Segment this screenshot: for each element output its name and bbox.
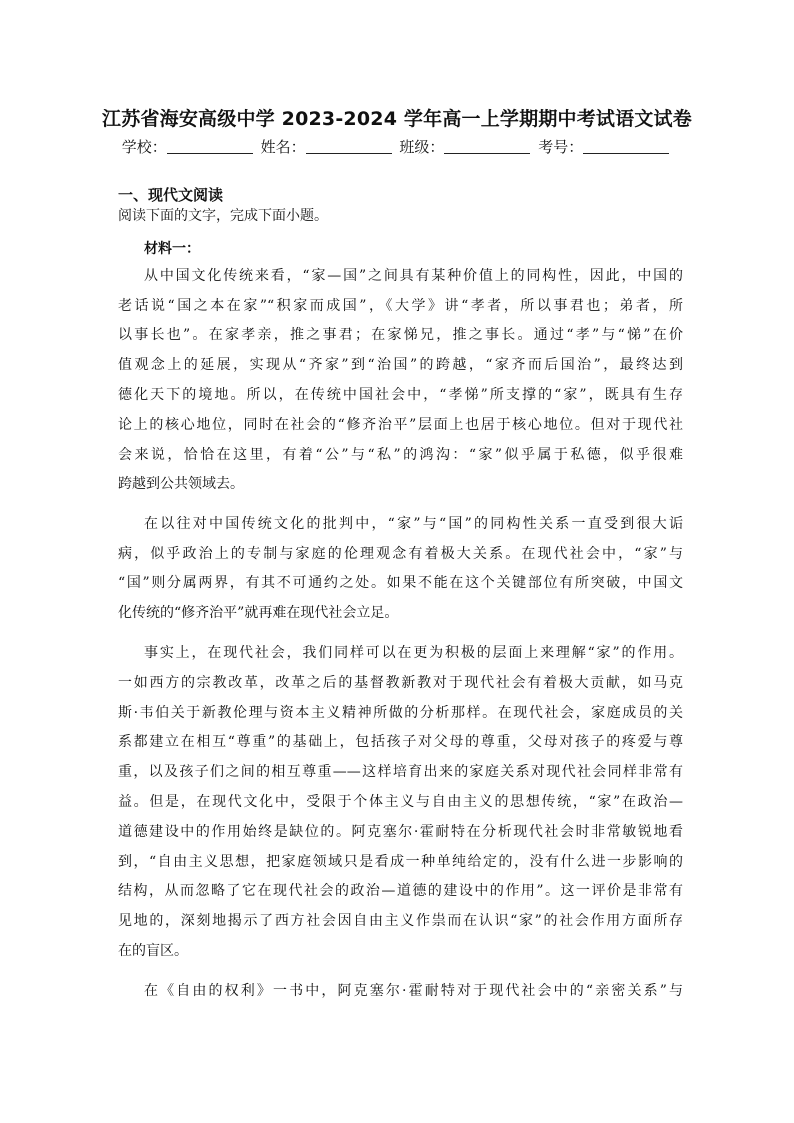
class-label: 班级： [399,138,445,156]
body-line: 化传统的“修齐治平”就再难在现代社会立足。 [118,605,399,621]
body-line: 从中国文化传统来看，“家—国”之间具有某种价值上的同构性，因此，中国的 [144,268,683,284]
body-line: 值观念上的延展，实现从“齐家”到“治国”的跨越，“家齐而后国治”，最终达到 [118,357,683,373]
body-line: 在的盲区。 [118,943,188,959]
body-line: “国”则分属两界，有其不可通约之处。如果不能在这个关键部位有所突破，中国文 [118,575,683,591]
exam-number-blank[interactable] [583,139,669,154]
exam-title: 江苏省海安高级中学 2023-2024 学年高一上学期期中考试语文试卷 [102,108,692,130]
body-line: 跨越到公共领域去。 [118,476,244,492]
body-line: 系都建立在相互“尊重”的基础上，包括孩子对父母的尊重，父母对孩子的疼爱与尊 [118,734,683,750]
school-label: 学校： [121,138,167,156]
material-label: 材料一： [144,241,200,257]
body-line: 斯·韦伯关于新教伦理与资本主义精神所做的分析那样。在现代社会，家庭成员的关 [118,705,683,721]
school-blank[interactable] [167,139,253,154]
student-info-line [0,136,794,157]
body-line: 道德建设中的作用始终是缺位的。阿克塞尔·霍耐特在分析现代社会时非常敏锐地看 [118,824,683,840]
body-line: 老话说“国之本在家”“积家而成国”，《大学》讲“孝者，所以事君也；弟者，所 [118,298,683,314]
body-line: 论上的核心地位，同时在社会的“修齐治平”层面上也居于核心地位。但对于现代社 [118,417,683,433]
body-line: 见地的，深刻地揭示了西方社会因自由主义作祟而在认识“家”的社会作用方面所存 [118,913,683,929]
exam-number-label: 考号： [538,138,584,156]
body-line: 益。但是，在现代文化中，受限于个体主义与自由主义的思想传统，“家”在政治— [118,794,683,810]
body-line: 在以往对中国传统文化的批判中，“家”与“国”的同构性关系一直受到很大诟 [144,516,683,532]
body-line: 以事长也”。在家孝亲，推之事君；在家悌兄，推之事长。通过“孝”与“悌”在价 [118,327,683,343]
body-line: 到，“自由主义思想，把家庭领域只是看成一种单纯给定的，没有什么进一步影响的 [118,854,683,870]
body-line: 德化天下的境地。所以，在传统中国社会中，“孝悌”所支撑的“家”，既具有生存 [118,387,683,403]
body-line: 在《自由的权利》一书中，阿克塞尔·霍耐特对于现代社会中的“亲密关系”与 [144,983,683,999]
body-line: 事实上，在现代社会，我们同样可以在更为积极的层面上来理解“家”的作用。 [144,645,683,661]
body-line: 重，以及孩子们之间的相互尊重——这样培育出来的家庭关系对现代社会同样非常有 [118,764,683,780]
name-blank[interactable] [306,139,392,154]
class-blank[interactable] [444,139,530,154]
body-line: 一如西方的宗教改革，改革之后的基督教新教对于现代社会有着极大贡献，如马克 [118,675,683,691]
name-label: 姓名： [260,138,306,156]
body-line: 会来说，恰恰在这里，有着“公”与“私”的鸿沟：“家”似乎属于私德，似乎很难 [118,447,683,463]
body-line: 病，似乎政治上的专制与家庭的伦理观念有着极大关系。在现代社会中，“家”与 [118,546,683,562]
section-heading: 一、现代文阅读 [118,186,224,204]
reading-instruction: 阅读下面的文字，完成下面小题。 [118,208,328,224]
body-line: 结构，从而忽略了它在现代社会的政治—道德的建设中的作用”。这一评价是非常有 [118,883,683,899]
